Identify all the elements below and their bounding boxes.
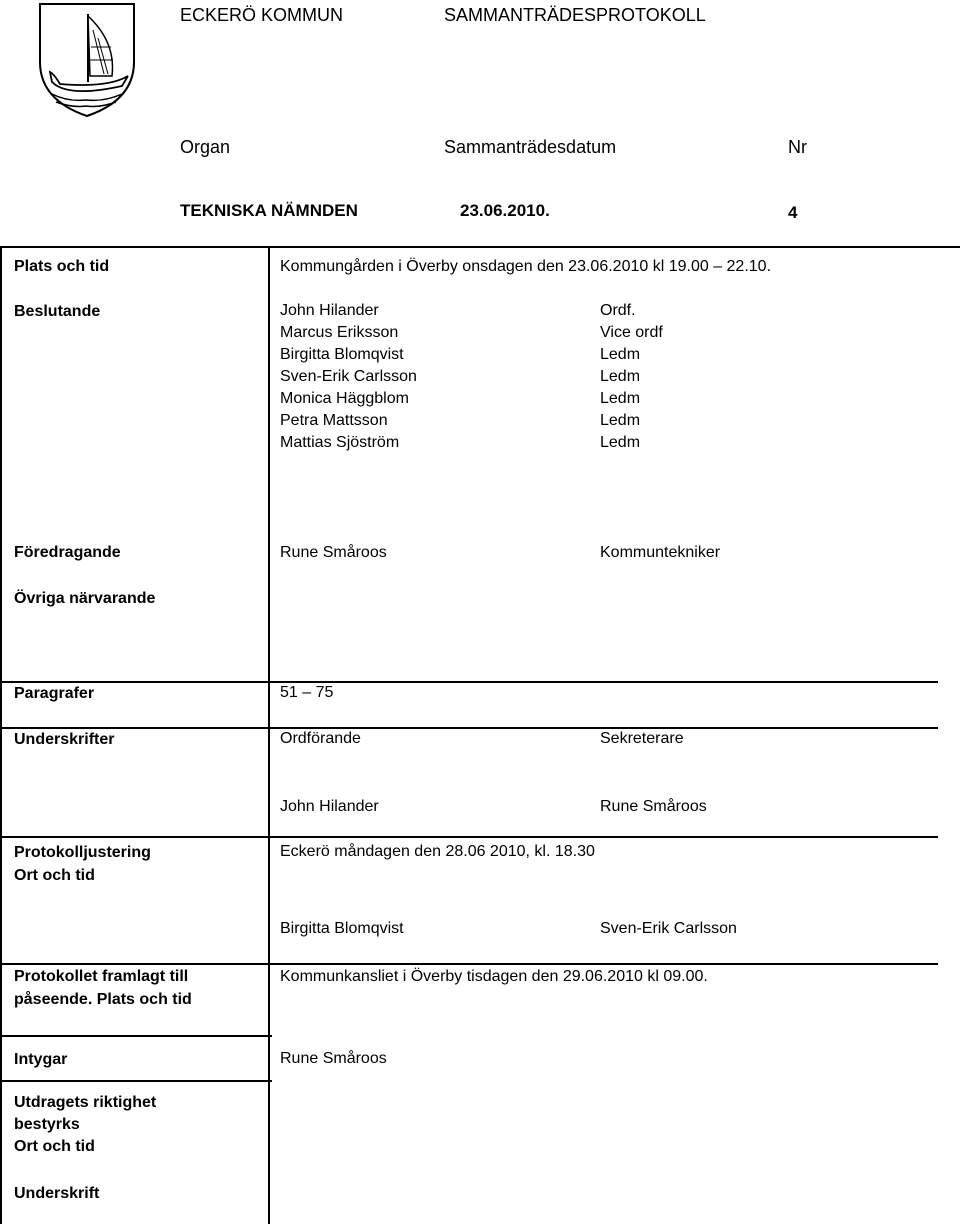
municipality-name: ECKERÖ KOMMUN — [180, 5, 344, 25]
member-row — [280, 432, 700, 454]
secretary-name: Rune Småroos — [600, 798, 707, 815]
member-name: Sven-Erik Carlsson — [280, 368, 417, 385]
adjuster-1-name: Birgitta Blomqvist — [280, 920, 404, 937]
member-row — [280, 300, 700, 322]
rule-adjustment — [0, 836, 938, 838]
left-border — [0, 246, 2, 1224]
presenter-name: Rune Småroos — [280, 544, 387, 561]
number-column-header: Nr — [788, 137, 807, 157]
presenter-title: Kommuntekniker — [600, 544, 721, 561]
member-list — [280, 300, 700, 454]
member-name: Monica Häggblom — [280, 390, 409, 407]
member-name: Mattias Sjöström — [280, 434, 400, 451]
adjustment-label: Protokolljustering — [14, 844, 151, 861]
adjuster-2-name: Sven-Erik Carlsson — [600, 920, 737, 937]
document-type: SAMMANTRÄDESPROTOKOLL — [444, 5, 706, 25]
member-role: Ledm — [600, 434, 641, 451]
others-present-label: Övriga närvarande — [14, 590, 156, 607]
place-label: Plats och tid — [14, 258, 110, 275]
member-name: Birgitta Blomqvist — [280, 346, 404, 363]
place-value: Kommungården i Överby onsdagen den 23.06.2010 kl 19.00 – 22.10. — [280, 258, 772, 275]
paragraphs-value: 51 – 75 — [280, 684, 334, 701]
member-name: John Hilander — [280, 302, 379, 319]
member-row — [280, 388, 700, 410]
deciding-label: Beslutande — [14, 303, 101, 320]
extract-signature-label: Underskrift — [14, 1185, 100, 1202]
chair-name: John Hilander — [280, 798, 379, 815]
rule-extract — [0, 1080, 272, 1082]
organ-column-header: Organ — [180, 137, 231, 157]
date-column-header: Sammanträdesdatum — [444, 137, 617, 157]
extract-label: Utdragets riktighet — [14, 1094, 157, 1111]
display-place-time-label: påseende. Plats och tid — [14, 991, 192, 1008]
certifier-label: Intygar — [14, 1051, 68, 1068]
rule-top — [0, 246, 960, 248]
rule-signatures — [0, 727, 938, 729]
display-label: Protokollet framlagt till — [14, 968, 189, 985]
chair-label: Ordförande — [280, 730, 361, 747]
member-row — [280, 344, 700, 366]
member-role: Ordf. — [600, 302, 636, 319]
member-role: Ledm — [600, 346, 641, 363]
member-role: Ledm — [600, 368, 641, 385]
paragraphs-label: Paragrafer — [14, 685, 95, 702]
certifier-name: Rune Småroos — [280, 1050, 387, 1067]
display-value: Kommunkansliet i Överby tisdagen den 29.06.2010 kl 09.00. — [280, 968, 708, 985]
member-row — [280, 366, 700, 388]
member-role: Ledm — [600, 412, 641, 429]
rule-paragraphs — [0, 681, 938, 683]
column-divider — [268, 246, 270, 1224]
extract-place-time-label: Ort och tid — [14, 1138, 95, 1155]
member-name: Marcus Eriksson — [280, 324, 399, 341]
municipal-coat-of-arms — [38, 2, 136, 118]
meeting-date: 23.06.2010. — [460, 201, 550, 220]
protocol-number: 4 — [788, 203, 798, 222]
member-row — [280, 322, 700, 344]
organ-name: TEKNISKA NÄMNDEN — [180, 201, 358, 220]
signatures-label: Underskrifter — [14, 731, 115, 748]
rule-display — [0, 963, 938, 965]
extract-label-2: bestyrks — [14, 1116, 80, 1133]
member-role: Ledm — [600, 390, 641, 407]
rule-certificate — [0, 1035, 272, 1037]
member-name: Petra Mattsson — [280, 412, 388, 429]
adjustment-value: Eckerö måndagen den 28.06 2010, kl. 18.30 — [280, 843, 595, 860]
secretary-label: Sekreterare — [600, 730, 684, 747]
adjustment-place-time-label: Ort och tid — [14, 867, 95, 884]
member-row — [280, 410, 700, 432]
presenter-label: Föredragande — [14, 544, 121, 561]
member-role: Vice ordf — [600, 324, 663, 341]
